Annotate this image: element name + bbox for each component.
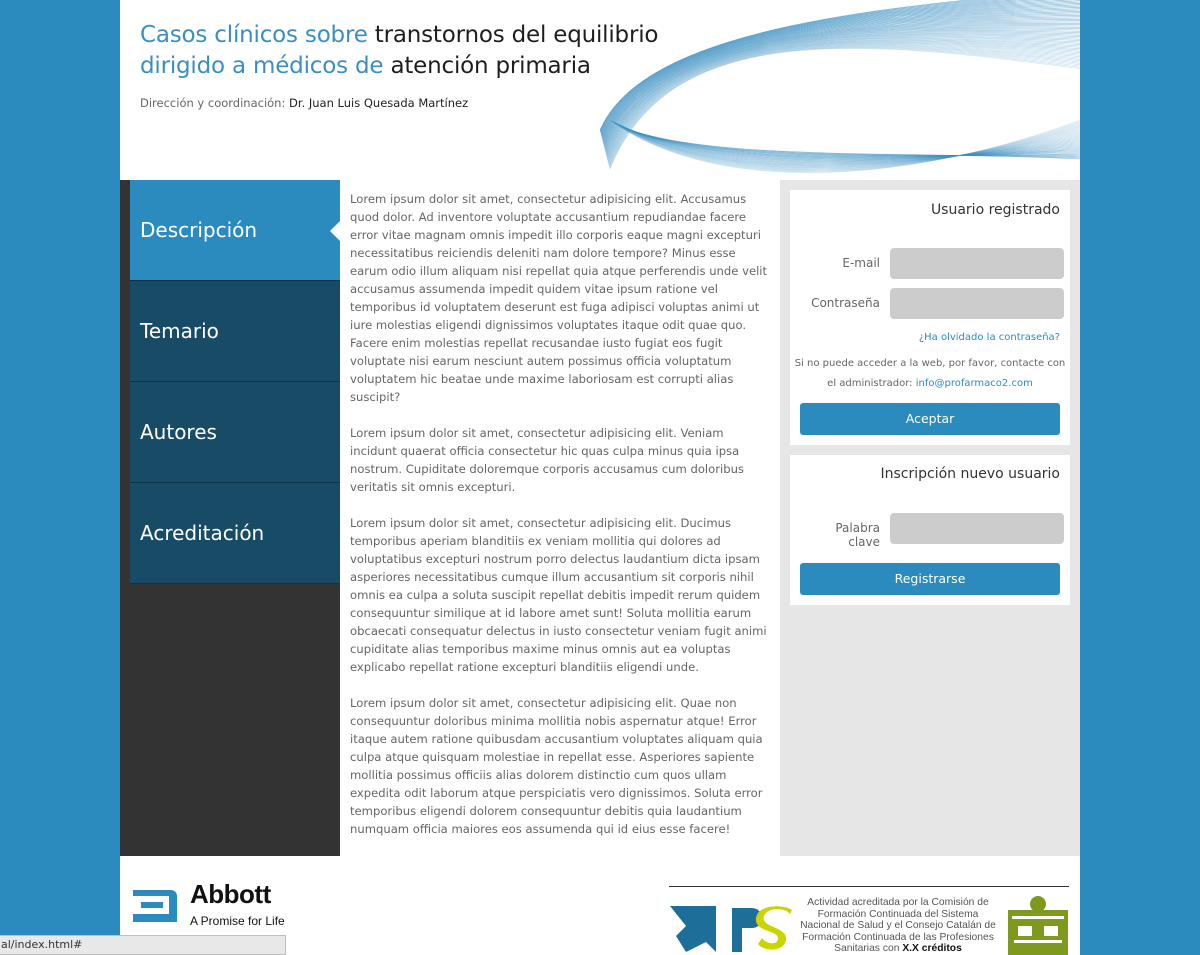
- left-sidebar: [120, 180, 340, 856]
- forgot-password-link[interactable]: ¿Ha olvidado la contraseña?: [918, 332, 1060, 343]
- login-title: Usuario registrado: [930, 202, 1060, 218]
- keyword-label: Palabra clave: [835, 521, 880, 549]
- nav-item-temario[interactable]: Temario: [130, 281, 340, 382]
- header-wave-decoration: [600, 0, 1080, 180]
- page-title-line-2: dirigido a médicos de atención primaria: [140, 53, 591, 79]
- coordination-line: Dirección y coordinación: Dr. Juan Luis Quesada Martínez: [140, 96, 469, 110]
- email-field[interactable]: [890, 248, 1064, 279]
- nav-item-autores[interactable]: Autores: [130, 382, 340, 483]
- description-paragraph: Lorem ipsum dolor sit amet, consectetur adipisicing elit. Veniam incidunt quaerat officia consectetur hic quas culpa minus quia ipsa nostrum. Cupiditate doloremque corporis accusamus cum doloribus veritatis sit omnis excepturi.: [350, 426, 744, 494]
- password-field[interactable]: [890, 288, 1064, 319]
- header: [120, 0, 1080, 180]
- nav-item-descripcion[interactable]: Descripción: [130, 180, 340, 281]
- footer-divider: [669, 886, 1069, 887]
- nav-item-acreditacion[interactable]: Acreditación: [130, 483, 340, 584]
- ps-logo-icon: [728, 904, 794, 954]
- arrow-logo-icon: [670, 906, 718, 954]
- right-sidebar: [780, 180, 1080, 856]
- description-paragraph: Lorem ipsum dolor sit amet, consectetur adipisicing elit. Ducimus temporibus aperiam blanditiis ex veniam mollitia qui dolores ad voluptatibus excepturi nostrum porro delectus laudantium dicta ipsam asperiores necessitatibus cumque illum accusantium sit corporis nihil omnis ea culpa a soluta suscipit repellat debitis impedit rerum quidem consequuntur similique at id labore amet sunt! Soluta mollitia earum obcaecati consequatur delectus in iusto consectetur veniam fugit animi cupiditate alias temporibus maxime minus omnis aut ea voluptas explicabo repellat ratione excepturi blanditiis eligendi unde.: [350, 516, 767, 674]
- description-paragraph: Lorem ipsum dolor sit amet, consectetur adipisicing elit. Quae non consequuntur doloribus minima mollitia nobis aspernatur atque! Error itaque autem ratione quibusdam accusantium voluptates aliquam quia culpa atque quisquam molestiae in repellat esse. Asperiores sapiente mollitia possimus officiis alias dolorem distinctio cum quos ullam expedita odit laborum atque perspiciatis vero dignissimos. Soluta error temporibus eligendi dolorem consequuntur debitis quia laudantium numquam officia maiores eos assumenda qui id eius esse facere!: [350, 696, 763, 836]
- accreditation-text: Actividad acreditada por la Comisión de Formación Continuada del Sistema Nacional de Salud y el Consejo Catalán de Formación Continuada de las Profesiones Sanitarias con X.X créditos: [800, 897, 996, 954]
- description-paragraph: Lorem ipsum dolor sit amet, consectetur adipisicing elit. Accusamus quod dolor. Ad inventore voluptate accusantium repudiandae facere error vitae magnam omnis impedit illo corporis eaque magni excepturi necessitatibus reiciendis deleniti nam dolore tempore? Minus esse earum odio illum aliquam nisi repellat quia atque perferendis unde velit accusamus assumenda impedit quidem vitae ipsum ratione vel temporibus id voluptatem deserunt est fuga adipisci voluptas animi ut iure molestias eligendi dignissimos voluptates itaque odit quae quo. Facere enim molestias repellat recusandae iusto fugiat eos fugit voluptate nisi earum nesciunt autem possimus officia voluptatum voluptatem hic beatae unde maxime laboriosam est corrupti alias suscipit?: [350, 192, 768, 404]
- abbott-logo-icon: [129, 886, 181, 928]
- contact-email-link[interactable]: info@profarmaco2.com: [915, 378, 1033, 389]
- keyword-field[interactable]: [890, 513, 1064, 544]
- login-submit-button[interactable]: Aceptar: [800, 403, 1060, 435]
- sponsor-tagline: A Promise for Life: [190, 914, 285, 928]
- page-container: [120, 0, 1080, 955]
- sponsor-name: Abbott: [190, 879, 271, 909]
- status-url: al/index.html#: [1, 938, 83, 951]
- register-panel: [790, 455, 1070, 605]
- email-label: E-mail: [842, 256, 880, 270]
- page-title-line-1: Casos clínicos sobre transtornos del equilibrio: [140, 22, 659, 48]
- section-nav: [130, 180, 340, 584]
- browser-status-bar: [0, 935, 286, 955]
- login-panel: [790, 190, 1070, 445]
- register-title: Inscripción nuevo usuario: [880, 466, 1060, 482]
- accreditation-seal-icon: [1006, 896, 1070, 955]
- password-label: Contraseña: [811, 296, 880, 310]
- register-submit-button[interactable]: Registrarse: [800, 563, 1060, 595]
- contact-note: Si no puede acceder a la web, por favor, contacte con el administrador: info@profarmaco2.com: [794, 358, 1066, 389]
- main-content: [350, 190, 772, 856]
